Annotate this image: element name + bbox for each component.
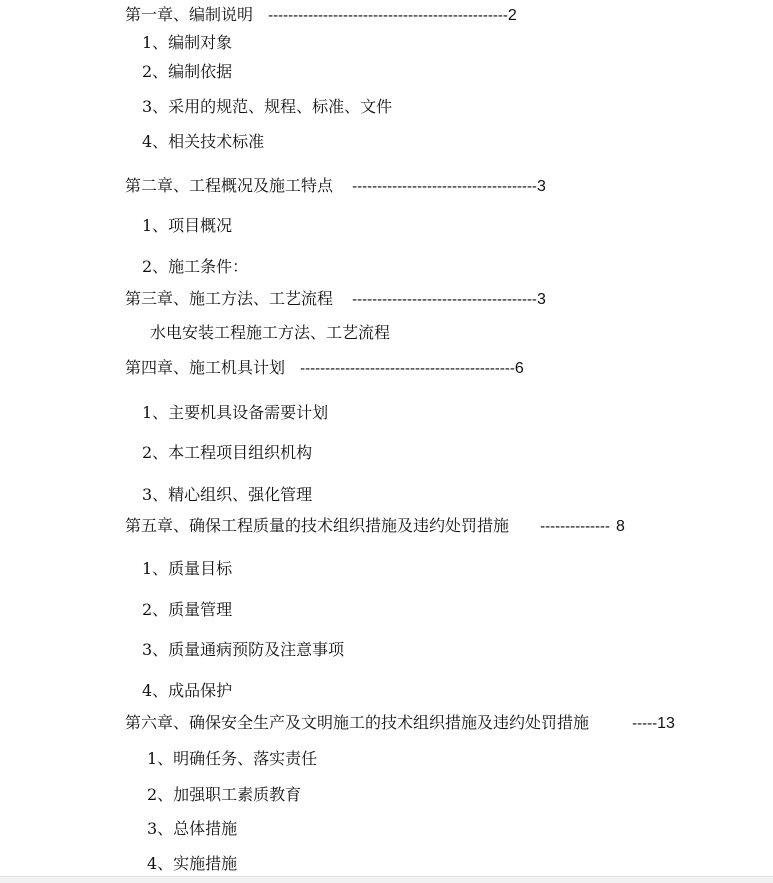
toc-subitem[interactable]: 1、编制对象 (142, 33, 233, 52)
chapter-1-entry[interactable] (125, 5, 517, 26)
toc-subitem[interactable]: 1、主要机具设备需要计划 (142, 403, 329, 422)
dot-leader: ------------------------------------------- (300, 360, 515, 377)
toc-subitem[interactable]: 2、施工条件： (142, 257, 249, 276)
toc-subitem[interactable]: 2、加强职工素质教育 (147, 785, 302, 804)
toc-subitem[interactable]: 1、质量目标 (142, 559, 233, 578)
toc-subitem[interactable]: 2、本工程项目组织机构 (142, 443, 313, 462)
page-number: 8 (616, 518, 625, 535)
page-number: 13 (657, 715, 675, 732)
toc-subitem[interactable]: 4、相关技术标准 (142, 132, 265, 151)
toc-subitem[interactable]: 3、采用的规范、规程、标准、文件 (142, 97, 393, 116)
toc-subitem[interactable]: 3、质量通病预防及注意事项 (142, 640, 345, 659)
chapter-title: 第五章、确保工程质量的技术组织措施及违约处罚措施 (125, 516, 510, 535)
chapter-title: 第一章、编制说明 (125, 5, 254, 24)
chapter-3-entry[interactable] (125, 289, 546, 310)
dot-leader: ------------------------------------------------ (268, 7, 508, 24)
chapter-5-entry[interactable] (125, 516, 625, 537)
toc-subitem[interactable]: 2、质量管理 (142, 600, 233, 619)
toc-subitem[interactable]: 4、成品保护 (142, 681, 233, 700)
chapter-title: 第四章、施工机具计划 (125, 358, 286, 377)
chapter-title: 第二章、工程概况及施工特点 (125, 176, 334, 195)
toc-subitem[interactable]: 3、总体措施 (147, 819, 238, 838)
page-number: 3 (536, 178, 546, 195)
page-number: 6 (514, 360, 524, 377)
chapter-4-entry[interactable] (125, 358, 524, 379)
dot-leader: -------------- (540, 518, 611, 535)
toc-subitem[interactable]: 4、实施措施 (147, 854, 238, 873)
chapter-title: 第三章、施工方法、工艺流程 (125, 289, 334, 308)
chapter-6-entry[interactable] (125, 713, 675, 734)
dot-leader: ------------------------------------- (352, 291, 537, 308)
chapter-2-entry[interactable] (125, 176, 546, 197)
chapter-title: 第六章、确保安全生产及文明施工的技术组织措施及违约处罚措施 (125, 713, 590, 732)
page-number: 3 (536, 291, 546, 308)
dot-leader: ------------------------------------- (352, 178, 537, 195)
toc-subitem[interactable]: 水电安装工程施工方法、工艺流程 (150, 323, 391, 342)
toc-subitem[interactable]: 3、精心组织、强化管理 (142, 485, 313, 504)
toc-subitem[interactable]: 1、项目概况 (142, 216, 233, 235)
toc-subitem[interactable]: 1、明确任务、落实责任 (147, 749, 318, 768)
toc-subitem[interactable]: 2、编制依据 (142, 62, 233, 81)
dot-leader: ----- (632, 715, 658, 732)
page-number: 2 (507, 7, 517, 24)
